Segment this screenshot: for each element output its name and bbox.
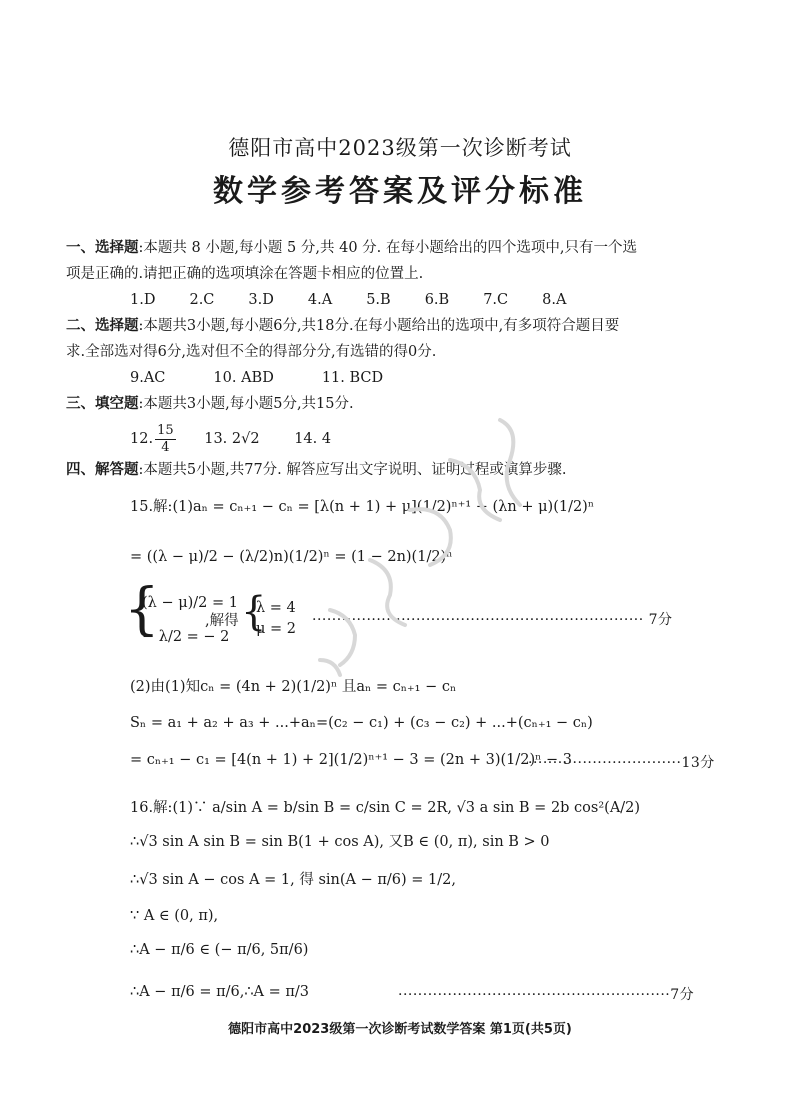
answer-item: 2.C xyxy=(189,292,215,308)
section3-label: 三、填空题 xyxy=(66,396,139,412)
q12-denominator: 4 xyxy=(161,439,170,455)
q16-line6: ∴A − π/6 = π/6,∴A = π/3 xyxy=(130,984,310,1000)
q15-line6: = cₙ₊₁ − c₁ = [4(n + 1) + 2](1/2)ⁿ⁺¹ − 3 = (2n + 3)(1/2)ⁿ − 3 xyxy=(130,752,573,768)
section1-instructions xyxy=(66,238,637,258)
exam-title: 德阳市高中2023级第一次诊断考试 xyxy=(228,136,572,160)
answer-item: 1.D xyxy=(130,292,156,308)
system-brace: { xyxy=(124,577,160,642)
section2-text-b: 求.全部选对得6分,选对但不全的得部分分,有选错的得0分. xyxy=(66,344,437,360)
section3-text: :本题共3小题,每小题5分,共15分. xyxy=(138,396,354,412)
q16-line4: ∵ A ∈ (0, π), xyxy=(130,908,219,924)
section1-text-a: :本题共 8 小题,每小题 5 分,共 40 分. 在每小题给出的四个选项中,只有一个选 xyxy=(138,240,637,256)
section3-instructions xyxy=(66,394,354,414)
q15-system-eq2: − λ/2 = − 2 xyxy=(142,629,230,645)
section2-text-a: :本题共3小题,每小题6分,共18分.在每小题给出的选项中,有多项符合题目要 xyxy=(138,318,620,334)
section1-text-b: 项是正确的.请把正确的选项填涂在答题卡相应的位置上. xyxy=(66,266,424,282)
answer-item: 11. BCD xyxy=(321,370,384,386)
document-title: 数学参考答案及评分标准 xyxy=(213,174,587,209)
answer-item: 7.C xyxy=(483,292,509,308)
answer-item: 4.A xyxy=(307,292,333,308)
q15-score1-row: ··································································· 7分 xyxy=(312,612,673,628)
q12-numerator: 15 xyxy=(157,422,174,438)
q15-system-eq1: (λ − μ)/2 = 1 xyxy=(142,595,238,611)
q15-line4: (2)由(1)知cₙ = (4n + 2)(1/2)ⁿ 且aₙ = cₙ₊₁ − cₙ xyxy=(130,679,457,695)
answer-item: 6.B xyxy=(424,292,450,308)
q14-answer: 14. 4 xyxy=(294,431,332,447)
section2-instructions xyxy=(66,316,619,336)
q16-score-row: ·······················································7分 xyxy=(398,987,695,1003)
section1-answers xyxy=(130,290,600,310)
section4-label: 四、解答题 xyxy=(66,462,139,478)
q15-solution-b: μ = 2 xyxy=(256,621,297,637)
section4-instructions xyxy=(66,460,567,480)
answer-item: 3.D xyxy=(248,292,274,308)
q15-line1: 15.解:(1)aₙ = cₙ₊₁ − cₙ = [λ(n + 1) + μ](1/2)ⁿ⁺¹ − (λn + μ)(1/2)ⁿ xyxy=(130,499,595,515)
answer-item: 9.AC xyxy=(130,370,166,386)
q16-line1: 16.解:(1)∵ a/sin A = b/sin B = c/sin C = 2R, √3 a sin B = 2b cos²(A/2) xyxy=(130,800,641,816)
q16-line2: ∴√3 sin A sin B = sin B(1 + cos A), 又B ∈ (0, π), sin B > 0 xyxy=(130,834,550,850)
q16-score: 7分 xyxy=(670,987,695,1003)
q13-answer: 13. 2√2 xyxy=(204,431,260,447)
section2-answers xyxy=(130,368,431,388)
q12-fraction xyxy=(155,423,176,456)
section3-answers xyxy=(130,422,331,456)
section4-text: :本题共5小题,共77分. 解答应写出文字说明、证明过程或演算步骤. xyxy=(138,462,567,478)
q16-line5: ∴A − π/6 ∈ (− π/6, 5π/6) xyxy=(130,942,309,958)
page-footer: 德阳市高中2023级第一次诊断考试数学答案 第1页(共5页) xyxy=(228,1022,572,1037)
section1-label: 一、选择题 xyxy=(66,240,139,256)
section2-label: 二、选择题 xyxy=(66,318,139,334)
answer-item: 10. ABD xyxy=(213,370,274,386)
answer-item: 5.B xyxy=(366,292,391,308)
q15-line2: = ((λ − μ)/2 − (λ/2)n)(1/2)ⁿ = (1 − 2n)(1/2)ⁿ xyxy=(130,549,453,565)
q12-prefix: 12. xyxy=(130,431,154,447)
answer-item: 8.A xyxy=(542,292,567,308)
q15-line5: Sₙ = a₁ + a₂ + a₃ + ...+aₙ=(c₂ − c₁) + (c₃ − c₂) + ...+(cₙ₊₁ − cₙ) xyxy=(130,715,593,731)
q16-line3: ∴√3 sin A − cos A = 1, 得 sin(A − π/6) = 1/2, xyxy=(130,872,456,888)
q15-score2: 13分 xyxy=(681,755,715,771)
q15-score1: 7分 xyxy=(648,612,673,628)
q15-solve-label: ,解得 xyxy=(205,613,239,629)
solution-brace: { xyxy=(241,589,267,635)
q15-solution-a: λ = 4 xyxy=(256,600,296,616)
q15-score2-row: ·······························13分 xyxy=(528,755,715,771)
